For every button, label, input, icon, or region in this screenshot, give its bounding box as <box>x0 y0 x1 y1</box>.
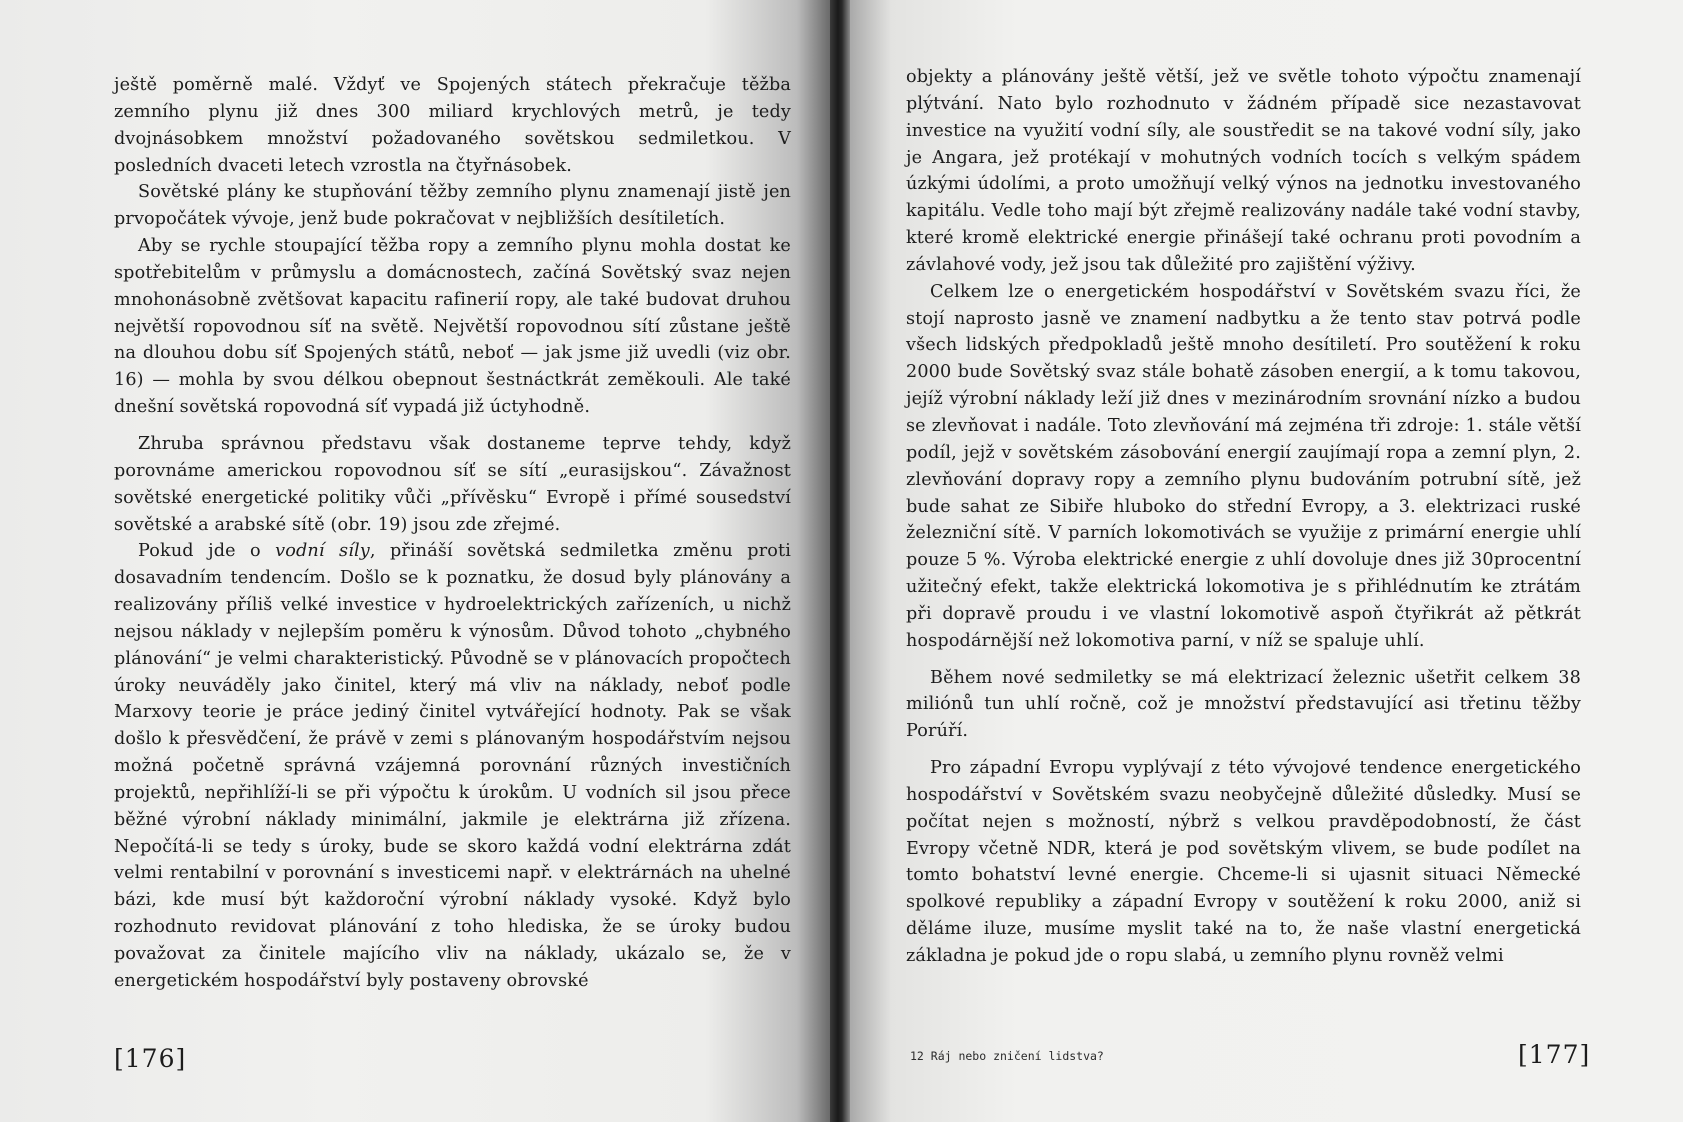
left-page-text <box>114 72 791 995</box>
paragraph: ještě poměrně malé. Vždyť ve Spojených státech překračuje těžba zemního plynu již dnes 300 miliard krychlových metrů, je tedy dvojnásobkem množství požadovaného sovětskou sedmiletkou. V posledních dvaceti letech vzrostla na čtyřnásobek. <box>114 75 791 176</box>
paragraph: Zhruba správnou představu však dostaneme teprve tehdy, když porovnáme americkou ropovodnou síť se sítí „eurasijskou“. Závažnost sovětské energetické politiky vůči „přívěsku“ Evropě i přímé sousedství sovětské a arabské sítě (obr. 19) jsou zde zřejmé. <box>114 433 791 535</box>
paragraph: objekty a plánovány ještě větší, jež ve světle tohoto výpočtu znamenají plýtvání. Nato bylo rozhodnuto v žádném případě sice nezastavovat investice na využití vodní síly, ale soustředit se na takové vodní síly, jako je Angara, jež protékají v mohutných vodních tocích s velkým spádem úzkými údolími, a proto umožňují velký výnos na jednotku investovaného kapitálu. Vedle toho mají být zřejmě realizovány nadále také vodní stavby, které kromě elektrické energie přinášejí také ochranu proti povodním a závlahové vody, jež jsou tak důležité pro zajištění výživy. <box>906 67 1581 275</box>
book-gutter <box>830 0 850 1122</box>
paragraph: Během nové sedmiletky se má elektrizací železnic ušetřit celkem 38 miliónů tun uhlí ročně, což je množství představující asi třetinu těžby Porúří. <box>906 667 1581 742</box>
signature-footer: 12 Ráj nebo zničení lidstva? <box>910 1049 1104 1063</box>
paragraph <box>114 538 791 994</box>
paragraph: Celkem lze o energetickém hospodářství v Sovětském svazu říci, že stojí naprosto jasně ve znamení nadbytku a že tento stav potrvá podle všech lidských předpokladů ještě mnoho desítiletí. Pro soutěžení k roku 2000 bude Sovětský svaz stále bohatě zásoben energií, a k tomu takovou, jejíž výrobní náklady leží již dnes v mezinárodním srovnání nízko a budou se zlevňovat i nadále. Toto zlevňování má zejména tři zdroje: 1. stále větší podíl, jejž v sovětském zásobování energií zaujímají ropa a zemní plyn, 2. zlevňování dopravy ropy a zemního plynu budováním potrubní sítě, jež bude sahat ze Sibiře hluboko do střední Evropy, a 3. elektrizaci ruské železniční sítě. V parních lokomotivách se využije z primární energie uhlí pouze 5 %. Výroba elektrické energie z uhlí dovoluje dnes již 30procentní užitečný efekt, takže elektrická lokomotiva je s přihlédnutím ke ztrátám při dopravě proudu i ve vlastní lokomotivě aspoň čtyřikrát až pětkrát hospodárnější než lokomotiva parní, v níž se spaluje uhlí. <box>906 281 1581 651</box>
page-number: [177] <box>1518 1040 1591 1069</box>
left-page <box>0 0 830 1122</box>
right-page-text <box>906 64 1581 970</box>
page-number: [176] <box>114 1044 187 1073</box>
paragraph-text: , přináší sovětská sedmiletka změnu proti dosavadním tendencím. Došlo se k poznatku, že dosud byly plánovány a realizovány příliš velké investice v hydroelektrických zařízeních, u nichž nejsou náklady v nejlepším poměru k výnosům. Důvod tohoto „chybného plánování“ je velmi charakteristický. Původně se v plánovacích propočtech úroky neuváděly jako činitel, který má vliv na náklady, neboť podle Marxovy teorie je práce jediný činitel vytvářející hodnoty. Pak se však došlo k přesvědčení, že právě v zemi s plánovaným hospodářstvím nejsou možná početně správná vzájemná porovnání různých investičních projektů, nepřihlíží-li se při výpočtu k úrokům. U vodních sil jsou přece běžné výrobní náklady minimální, jakmile je elektrárna již zřízena. Nepočítá-li se tedy s úroky, bude se skoro každá vodní elektrárna zdát velmi rentabilní v porovnání s investicemi např. v elektrárnách na uhelné bázi, kde musí být každoroční výrobní náklady vysoké. Když bylo rozhodnuto revidovat plánování z toho hlediska, že se úroky budou považovat za činitele majícího vliv na náklady, ukázalo se, že v energetickém hospodářství byly postaveny obrovské <box>114 541 791 991</box>
emphasis-text: vodní síly <box>275 541 370 562</box>
paragraph: Pro západní Evropu vyplývají z této vývojové tendence energetického hospodářství v Sovětském svazu neobyčejně důležité důsledky. Musí se počítat nejen s možností, nýbrž s velkou pravděpodobností, že část Evropy včetně NDR, která je pod sovětským vlivem, se bude podílet na tomto bohatství levné energie. Chceme-li si ujasnit situaci Německé spolkové republiky a západní Evropy v soutěžení k roku 2000, aniž si děláme iluze, musíme myslit také na to, že naše vlastní energetická základna je pokud jde o ropu slabá, u zemního plynu rovněž velmi <box>906 758 1581 966</box>
paragraph: Sovětské plány ke stupňování těžby zemního plynu znamenají jistě jen prvopočátek vývoje, jenž bude pokračovat v nejbližších desítiletích. <box>114 182 791 230</box>
paragraph: Aby se rychle stoupající těžba ropy a zemního plynu mohla dostat ke spotřebitelům v průmyslu a domácnostech, začíná Sovětský svaz nejen mnohonásobně zvětšovat kapacitu rafinerií ropy, ale také budovat druhou největší ropovodnou síť na světě. Největší ropovodnou sítí zůstane ještě na dlouhou dobu síť Spojených států, neboť — jak jsme již uvedli (viz obr. 16) — mohla by svou délkou obepnout šestnáctkrát zeměkouli. Ale také dnešní sovětská ropovodná síť vypadá již úctyhodně. <box>114 236 791 418</box>
right-page <box>850 0 1683 1122</box>
paragraph-text: Pokud jde o <box>138 541 276 562</box>
